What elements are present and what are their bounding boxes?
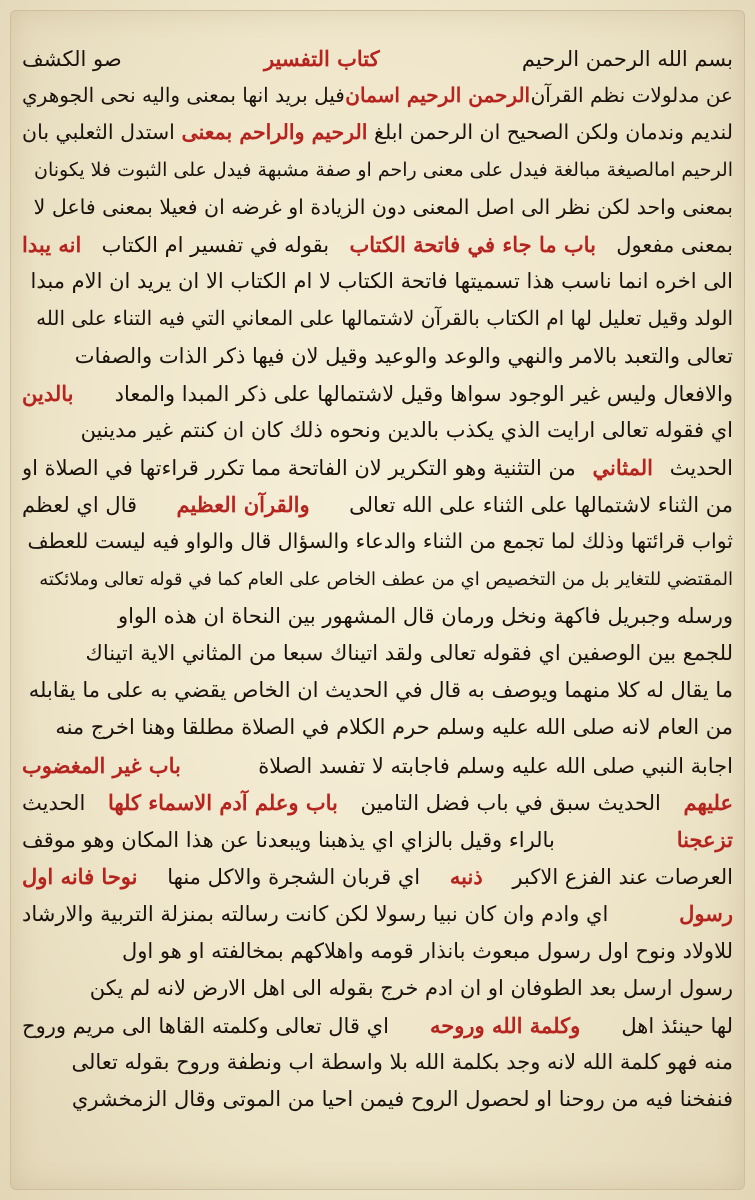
text-segment: بمعنى مفعول — [616, 232, 733, 257]
text-segment: قال اي لعظم — [22, 493, 138, 518]
text-segment: ما يقال له كلا منهما ويوصف به قال في الحديث ان الخاص يقضي به على ما يقابله — [28, 678, 733, 703]
text-segment: الولد وقيل تعليل لها ام الكتاب بالقرآن لاشتمالها على المعاني التي فيه التناء على الله — [36, 306, 733, 331]
manuscript-line — [22, 263, 733, 300]
manuscript-line — [22, 1007, 733, 1044]
text-segment: اجابة النبي صلى الله عليه وسلم فاجابته لا تفسد الصلاة — [258, 753, 733, 778]
text-segment: اي وادم وان كان نبيا رسولا لكن كانت رسالته بمنزلة التربية والارشاد — [22, 902, 609, 927]
manuscript-line — [22, 523, 733, 560]
manuscript-line — [22, 672, 733, 709]
manuscript-line — [22, 300, 733, 337]
manuscript-line — [22, 40, 733, 77]
rubric-heading: نوحا فانه اول — [22, 864, 138, 890]
manuscript-line — [22, 189, 733, 226]
text-segment: فيل بريد انها بمعنى واليه نحى الجوهري — [22, 83, 345, 108]
manuscript-line — [22, 933, 733, 970]
text-segment: بمعنى واحد لكن نظر الى اصل المعنى دون الزيادة او غرضه ان فعيلا بمعنى فاعل لا — [33, 194, 733, 219]
manuscript-line — [22, 635, 733, 672]
text-segment: صو الكشف — [22, 47, 122, 71]
text-segment: اي فقوله تعالى ارايت الذي يكذب بالدين ونحوه ذلك كان ان كنتم غير مدينين — [80, 417, 733, 442]
text-segment: تعالى والتعبد بالامر والنهي والوعد والوعيد وقيل لان فيها ذكر الذات والصفات — [74, 343, 733, 368]
text-segment: استدل الثعلبي بان — [22, 120, 175, 145]
rubric-heading: الرحمن الرحيم اسمان — [345, 83, 531, 108]
manuscript-line — [22, 77, 733, 114]
manuscript-line — [22, 858, 733, 895]
rubric-heading: والقرآن العظيم — [176, 492, 310, 518]
manuscript-line — [22, 895, 733, 932]
rubric-heading: رسول — [679, 901, 733, 927]
manuscript-line — [22, 375, 733, 412]
manuscript-line — [22, 412, 733, 449]
text-segment: بقوله في تفسير ام الكتاب — [101, 232, 330, 257]
text-segment: والافعال وليس غير الوجود سواها وقيل لاشتمالها على ذكر المبدا والمعاد — [114, 381, 733, 406]
manuscript-line — [22, 449, 733, 486]
rubric-heading: عليهم — [683, 789, 733, 815]
text-segment: الرحيم امالصيغة مبالغة فيدل على معنى راحم او صفة مشبهة فيدل على الثبوت فلا يكونان — [33, 158, 733, 181]
text-segment: الحديث سبق في باب فضل التامين — [360, 790, 661, 815]
text-segment: الحديث — [22, 790, 86, 815]
text-segment: رسول ارسل بعد الطوفان او ان ادم خرج بقوله الى اهل الارض لانه لم يكن — [89, 975, 733, 1000]
text-segment: منه فهو كلمة الله لانه وجد بكلمة الله بلا واسطة اب ونطفة وروح بقوله تعالى — [71, 1050, 733, 1075]
text-segment: لها حينئذ اهل — [621, 1013, 733, 1038]
text-segment: من الثناء لاشتمالها على الثناء على الله تعالى — [349, 493, 733, 518]
manuscript-line — [22, 226, 733, 263]
text-segment: للاولاد ونوح اول رسول مبعوث بانذار قومه واهلاكهم بمخالفته او هو اول — [121, 938, 733, 963]
text-segment: بالراء وقيل بالزاي اي يذهبنا ويبعدنا عن هذا المكان وهو موقف — [22, 827, 555, 852]
text-segment: من العام لانه صلى الله عليه وسلم حرم الكلام في الصلاة مطلقا وهنا اخرج منه — [55, 715, 733, 740]
text-segment: بسم الله الرحمن الرحيم — [521, 47, 733, 71]
manuscript-text — [22, 40, 733, 1118]
text-segment: عن مدلولات نظم القرآن — [530, 83, 733, 108]
manuscript-line — [22, 1081, 733, 1118]
manuscript-line — [22, 747, 733, 784]
manuscript-line — [22, 821, 733, 858]
manuscript-line — [22, 709, 733, 746]
rubric-heading: باب وعلم آدم الاسماء كلها — [107, 789, 338, 815]
text-segment: من التثنية وهو التكرير لان الفاتحة مما تكرر قراءتها في الصلاة او — [22, 456, 576, 481]
text-segment: ورسله وجبريل فاكهة ونخل ورمان قال المشهور بين النحاة ان هذه الواو — [117, 603, 733, 628]
text-segment: المقتضي للتغاير بل من التخصيص اي من عطف الخاص على العام كما في قوله تعالى وملائكته — [39, 568, 733, 590]
manuscript-line — [22, 486, 733, 523]
rubric-heading: كتاب التفسير — [263, 46, 380, 71]
manuscript-line — [22, 1044, 733, 1081]
text-segment: ثواب قرائتها وذلك لما تجمع من الثناء والدعاء والسؤال قال والواو فيه ليست للعطف — [27, 529, 733, 554]
text-segment: الى اخره انما ناسب هذا تسميتها فاتحة الكتاب لا ام الكتاب الا ان يريد ان الام مبدا — [30, 269, 733, 294]
rubric-heading: الرحيم والراحم بمعنى — [181, 120, 368, 145]
rubric-heading: وكلمة الله وروحه — [430, 1012, 581, 1038]
manuscript-line — [22, 152, 733, 189]
text-segment: الحديث — [669, 456, 733, 481]
manuscript-line — [22, 598, 733, 635]
manuscript-line — [22, 338, 733, 375]
rubric-heading: ذنبه — [449, 864, 483, 890]
manuscript-line — [22, 970, 733, 1007]
rubric-heading: تزعجنا — [676, 826, 733, 852]
manuscript-line — [22, 784, 733, 821]
rubric-heading: بالدين — [22, 380, 74, 406]
rubric-heading: انه يبدا — [22, 231, 82, 257]
rubric-heading: باب ما جاء في فاتحة الكتاب — [349, 231, 596, 257]
manuscript-line — [22, 114, 733, 151]
text-segment: اي قال تعالى وكلمته القاها الى مريم وروح — [22, 1013, 389, 1038]
rubric-heading: المثاني — [592, 455, 653, 481]
manuscript-line — [22, 561, 733, 598]
text-segment: اي قربان الشجرة والاكل منها — [167, 865, 421, 890]
text-segment: للجمع بين الوصفين اي فقوله تعالى ولقد اتيناك سبعا من المثاني الاية اتيناك — [85, 641, 733, 665]
rubric-heading: باب غير المغضوب — [22, 752, 181, 778]
text-segment: فنفخنا فيه من روحنا او لحصول الروح فيمن احيا من الموتى وقال الزمخشري — [71, 1087, 733, 1112]
text-segment: لنديم وندمان ولكن الصحيح ان الرحمن ابلغ — [374, 120, 733, 145]
text-segment: العرصات عند الفزع الاكبر — [512, 865, 733, 890]
